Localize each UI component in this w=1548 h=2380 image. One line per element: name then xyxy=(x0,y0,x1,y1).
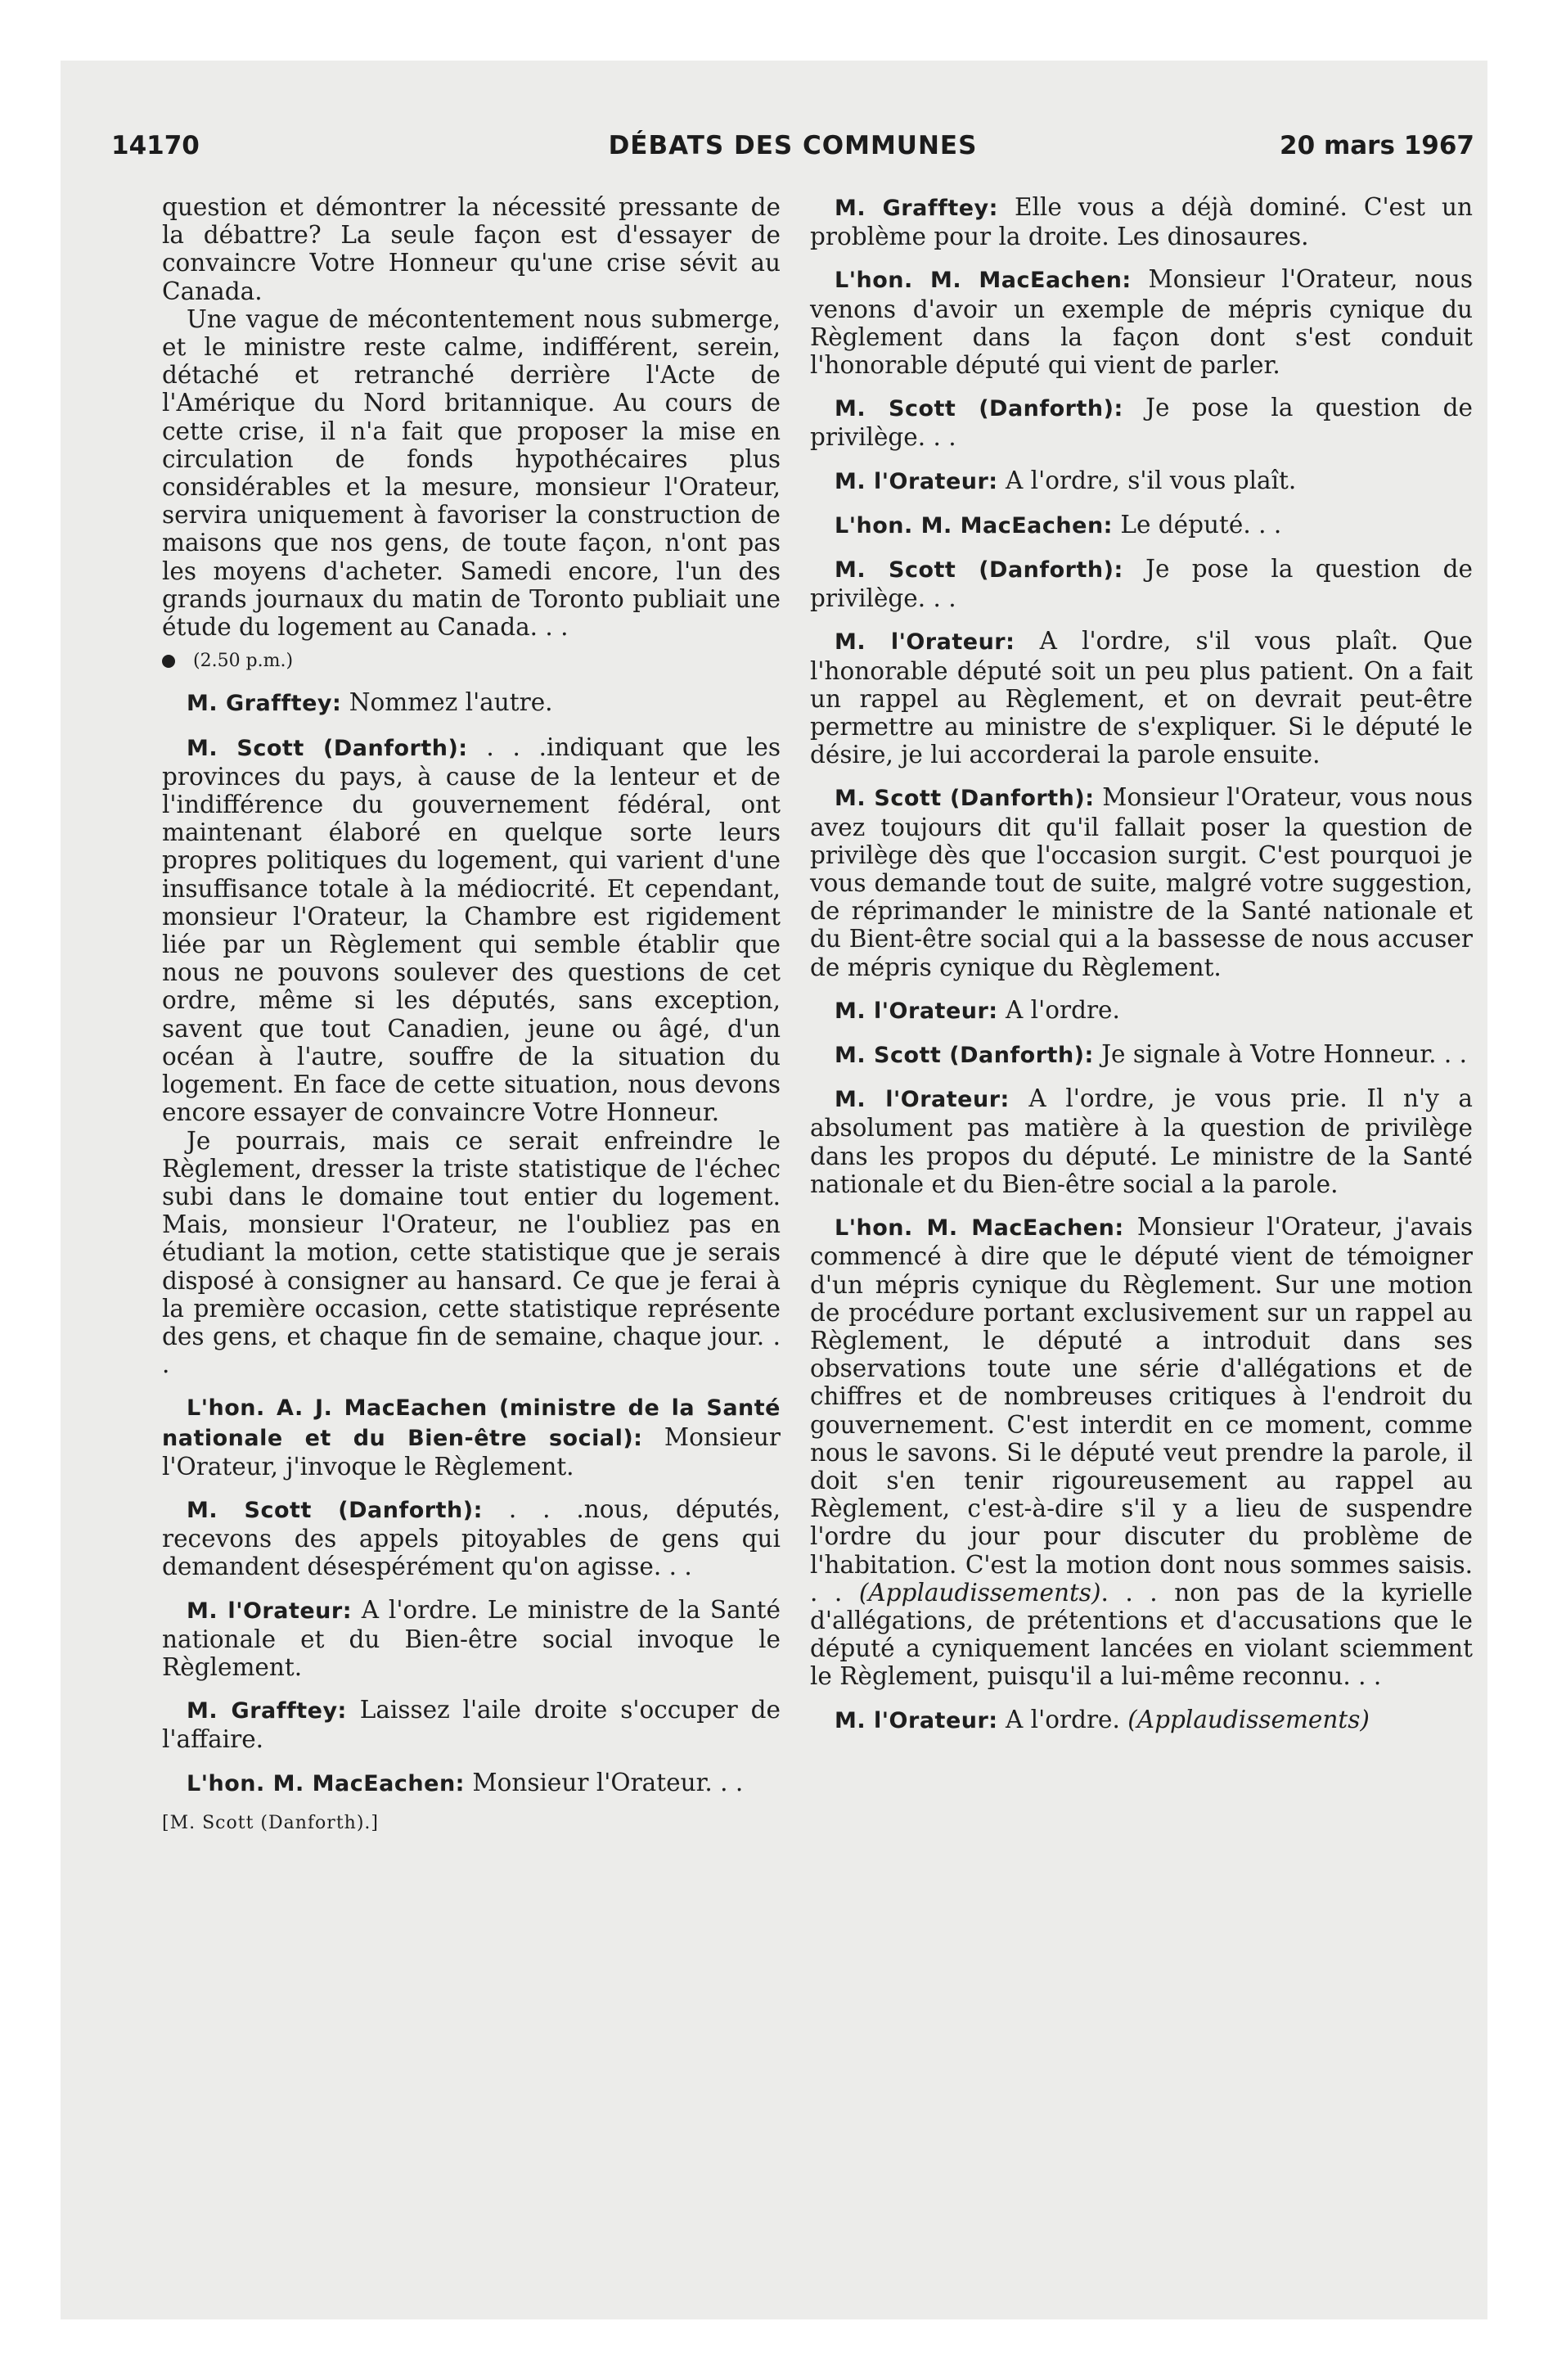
publication-title: DÉBATS DES COMMUNES xyxy=(608,131,978,160)
speech-text: . . .nous, députés, recevons des appels pitoyables de gens qui demandent désespérément qu'on agisse. . . xyxy=(162,1494,781,1581)
speech-text: . . . non pas de la kyrielle d'allégations, de prétentions et d'accusations que le député a cyniquement lancées en violant sciemment le Règlement, puisqu'il a lui-même reconnu. . . xyxy=(810,1578,1473,1691)
speech-text: Je pose la question de privilège. . . xyxy=(810,555,1473,613)
applause-note: (Applaudissements) xyxy=(1127,1705,1370,1733)
speech xyxy=(810,193,1473,250)
speech xyxy=(162,688,781,718)
speaker-name: M. Grafftey: xyxy=(835,196,998,221)
speech-text: Je signale à Votre Honneur. . . xyxy=(1101,1040,1467,1069)
speech xyxy=(810,1706,1473,1735)
speaker-name: M. Scott (Danforth): xyxy=(187,735,468,761)
speech xyxy=(810,996,1473,1025)
speech-text: Monsieur l'Orateur, j'invoque le Règlement. xyxy=(162,1422,781,1481)
speech xyxy=(162,1696,781,1753)
speech-text: Le député. . . xyxy=(1120,510,1282,539)
speech-text: Monsieur l'Orateur, j'avais commencé à dire que le député vient de témoigner d'un mépris cynique du Règlement. Sur une motion de procédure portant exclusivement sur un rappel au Règlement, le député a introduit dans ses observations toute une série d'allégations et de chiffres et de nombreuses critiques à l'endroit du gouvernement. C'est interdit en ce moment, comme nous le savons. Si le député veut prendre la parole, il doit s'en tenir rigoureusement au rappel au Règlement, c'est-à-dire s'il y a lieu de suspendre l'ordre du jour pour discuter du problème de l'habitation. C'est la motion dont nous sommes saisis. . . xyxy=(810,1213,1473,1607)
speech-text: Monsieur l'Orateur, nous venons d'avoir un exemple de mépris cynique du Règlement dans la façon dont s'est conduit l'honorable député qui vient de parler. xyxy=(810,265,1473,380)
speech xyxy=(810,1040,1473,1070)
speaker-name: L'hon. A. J. MacEachen (ministre de la Santé nationale et du Bien-être social): xyxy=(162,1395,781,1451)
speech-text: . . .indiquant que les provinces du pays, à cause de la lenteur et de l'indifférence du gouvernement fédéral, ont maintenant élaboré en quelque sorte leurs propres politiques du logement, qui varient d'une insuffisance totale à la médiocrité. Et cependant, monsieur l'Orateur, la Chambre est rigidement liée par un Règlement qui semble établir que nous ne pouvons soulever des questions de cet ordre, même si les députés, sans exception, savent que tout Canadien, jeune ou âgé, d'un océan à l'autre, souffre de la situation du logement. En face de cette situation, nous devons encore essayer de convaincre Votre Honneur. xyxy=(162,732,781,1127)
speech-text: A l'ordre, je vous prie. Il n'y a absolument pas matière à la question de privilège dans les propos du député. Le ministre de la Santé nationale et du Bien-être social a la parole. xyxy=(810,1084,1473,1198)
speaker-name: M. Grafftey: xyxy=(187,1698,347,1724)
paragraph: Une vague de mécontentement nous submerge, et le ministre reste calme, indifférent, serein, détaché et retranché derrière l'Acte de l'Amérique du Nord britannique. Au cours de cette crise, il n'a fait que proposer la mise en circulation de fonds hypothécaires plus considérables et la mesure, monsieur l'Orateur, servira uniquement à favoriser la construction de maisons que nos gens, de toute façon, n'ont pas les moyens d'acheter. Samedi encore, l'un des grands journaux du matin de Toronto publiait une étude du logement au Canada. . . xyxy=(162,304,781,642)
speech xyxy=(162,733,781,1127)
speaker-name: L'hon. M. MacEachen: xyxy=(187,1770,465,1796)
speech xyxy=(810,783,1473,980)
speaker-name: M. l'Orateur: xyxy=(835,468,998,494)
speaker-name: M. Scott (Danforth): xyxy=(835,396,1123,422)
speaker-note: [M. Scott (Danforth).] xyxy=(162,1812,379,1833)
bullet-icon xyxy=(162,655,175,668)
speech xyxy=(162,1393,781,1481)
speech-text: Monsieur l'Orateur. . . xyxy=(472,1768,744,1796)
speech xyxy=(162,1495,781,1581)
speaker-name: M. Scott (Danforth): xyxy=(835,557,1123,584)
speaker-name: M. l'Orateur: xyxy=(835,629,1015,656)
speaker-name: M. l'Orateur: xyxy=(187,1598,352,1624)
speech xyxy=(810,511,1473,540)
speaker-name: M. l'Orateur: xyxy=(835,1087,1010,1113)
paragraph: question et démontrer la nécessité pressante de la débattre? La seule façon est d'essayer de convaincre Votre Honneur qu'une crise sévit au Canada. xyxy=(162,193,781,305)
left-column xyxy=(162,193,781,1837)
speech xyxy=(810,1213,1473,1690)
speaker-name: L'hon. M. MacEachen: xyxy=(835,1215,1124,1242)
speech-text: Je pose la question de privilège. . . xyxy=(810,394,1473,452)
speech-text: Nommez l'autre. xyxy=(349,688,553,717)
speech xyxy=(810,627,1473,769)
speaker-name: M. Grafftey: xyxy=(187,691,342,717)
speech-text: Monsieur l'Orateur, vous nous avez toujours dit qu'il fallait poser la question de privilège dès que l'occasion surgit. C'est pourquoi je vous demande tout de suite, malgré votre suggestion, de réprimander le ministre de la Santé nationale et du Bient-être social qui a la bassesse de nous accuser de mépris cynique du Règlement. xyxy=(810,783,1473,981)
speech-text: A l'ordre, s'il vous plaît. xyxy=(1005,466,1297,494)
speaker-name: L'hon. M. MacEachen: xyxy=(835,512,1113,539)
time-text: (2.50 p.m.) xyxy=(193,651,294,672)
speech xyxy=(810,555,1473,612)
speaker-name: M. Scott (Danforth): xyxy=(187,1497,483,1523)
speech-text: A l'ordre. xyxy=(1005,1705,1120,1733)
speech xyxy=(810,1084,1473,1198)
page-header xyxy=(111,131,1474,170)
speaker-name: M. Scott (Danforth): xyxy=(835,786,1095,812)
time-marker xyxy=(162,647,781,675)
paragraph: Je pourrais, mais ce serait enfreindre le Règlement, dresser la triste statistique de l'échec subi dans le domaine tout entier du logement. Mais, monsieur l'Orateur, ne l'oubliez pas en étudiant la motion, cette statistique que je serais disposé à consigner au hansard. Ce que je ferai à la première occasion, cette statistique représente des gens, et chaque fin de semaine, chaque jour. . . xyxy=(162,1126,781,1379)
speech-text: Laissez l'aile droite s'occuper de l'affaire. xyxy=(162,1696,781,1754)
speech-text: A l'ordre. Le ministre de la Santé nationale et du Bien-être social invoque le Règlement. xyxy=(162,1595,781,1681)
speaker-name: M. l'Orateur: xyxy=(835,998,998,1024)
right-column xyxy=(810,193,1473,1750)
speech xyxy=(810,394,1473,451)
speech xyxy=(810,467,1473,496)
speaker-name: M. l'Orateur: xyxy=(835,1707,998,1733)
speech-text: A l'ordre. xyxy=(1005,995,1120,1024)
speaker-name: M. Scott (Danforth): xyxy=(835,1043,1094,1069)
speech xyxy=(162,1769,781,1798)
speech xyxy=(162,1596,781,1682)
speech-text: Elle vous a déjà dominé. C'est un problème pour la droite. Les dinosaures. xyxy=(810,193,1473,251)
page-date: 20 mars 1967 xyxy=(1280,131,1474,160)
speaker-name: L'hon. M. MacEachen: xyxy=(835,268,1132,294)
applause-note: (Applaudissements) xyxy=(858,1578,1101,1607)
speech-text: A l'ordre, s'il vous plaît. Que l'honorable député soit un peu plus patient. On a fait un rappel au Règlement, et on devrait peut-être permettre au ministre de s'expliquer. Si le député le désire, je lui accorderai la parole ensuite. xyxy=(810,627,1473,769)
page-number: 14170 xyxy=(111,131,200,160)
speech xyxy=(810,265,1473,379)
